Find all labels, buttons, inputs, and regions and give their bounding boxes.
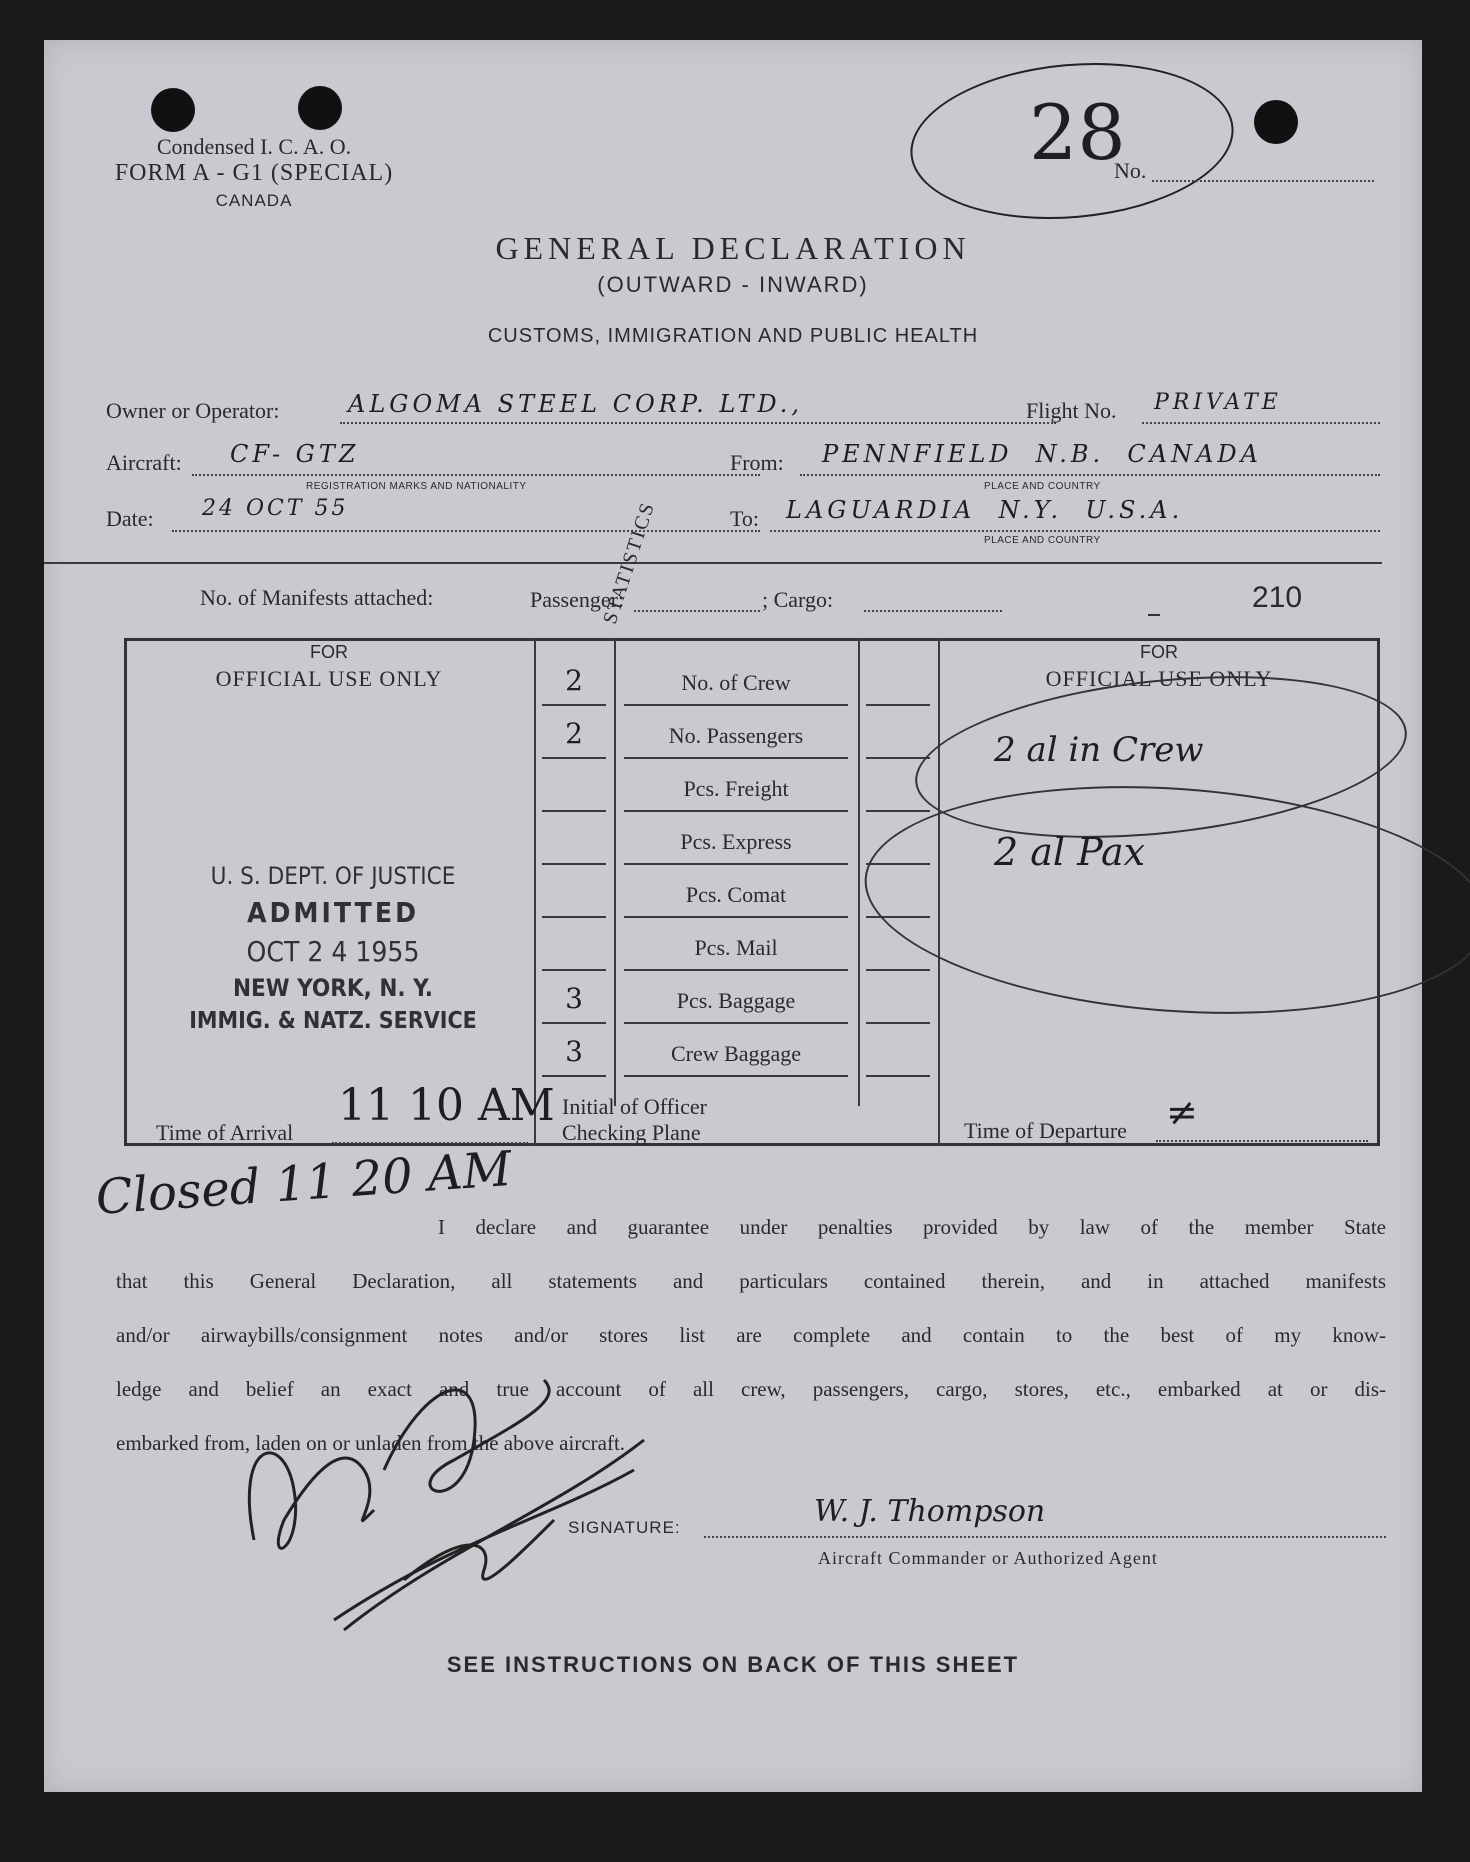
page-subtitle: (OUTWARD - INWARD) — [597, 272, 869, 297]
statistics-stamp: STATISTICS — [599, 498, 660, 627]
stamp-line-2: ADMITTED — [247, 896, 419, 929]
count-value-line — [542, 863, 606, 865]
date-label: Date: — [106, 506, 154, 531]
count-value-line — [542, 1075, 606, 1077]
stamp-line-1: U. S. DEPT. OF JUSTICE — [210, 862, 456, 890]
left-for-label: FOR — [310, 642, 348, 662]
count-label: Pcs. Freight — [683, 776, 789, 801]
aircraft-label: Aircraft: — [106, 450, 182, 475]
form-id-line3: CANADA — [215, 191, 293, 210]
count-value-line — [542, 704, 606, 706]
count-row — [534, 978, 938, 1030]
officer-signature-icon — [224, 1320, 784, 1650]
departure-scribble: ≠ — [1166, 1090, 1198, 1134]
count-label-line — [624, 863, 848, 865]
count-row — [534, 1031, 938, 1083]
page-heading: CUSTOMS, IMMIGRATION AND PUBLIC HEALTH — [487, 325, 979, 347]
count-right-line — [866, 969, 930, 971]
count-value: 2 — [565, 717, 583, 750]
count-label-line — [624, 1075, 848, 1077]
from-line — [800, 474, 1380, 476]
decl-line-4: ledge and belief an exact and true account of all crew, passengers, cargo, stores, etc., embarked at or dis- — [116, 1377, 1386, 1401]
stamp-line-5: IMMIG. & NATZ. SERVICE — [189, 1008, 477, 1034]
count-label-line — [624, 810, 848, 812]
passenger-line — [634, 610, 760, 612]
form-id-line1: Condensed I. C. A. O. — [156, 134, 352, 159]
right-note-1: 2 al in Crew — [994, 730, 1204, 770]
flight-label: Flight No. — [1026, 398, 1117, 423]
decl-line-5: embarked from, laden on or unladen from the above aircraft. — [116, 1431, 626, 1455]
manifest-number: 210 — [1252, 581, 1303, 614]
to-value: LAGUARDIA N.Y. U.S.A. — [786, 496, 1184, 524]
date-value: 24 OCT 55 — [202, 496, 349, 521]
owner-line — [340, 422, 1056, 424]
decl-line-3: and/or airwaybills/consignment notes and/or stores list are complete and contain to the best of my know- — [116, 1323, 1386, 1347]
departure-label: Time of Departure — [964, 1118, 1127, 1143]
signature-value: W. J. Thompson — [814, 1494, 1046, 1529]
count-right-line — [866, 704, 930, 706]
footer-instructions: SEE INSTRUCTIONS ON BACK OF THIS SHEET — [446, 1652, 1020, 1677]
manifest-dash — [1148, 614, 1160, 616]
form-number-line — [1152, 180, 1374, 182]
page-title: GENERAL DECLARATION — [495, 230, 971, 266]
flight-line — [1142, 422, 1380, 424]
form-identifier — [104, 134, 404, 211]
count-value-line — [542, 969, 606, 971]
officer-line1: Initial of Officer — [562, 1094, 707, 1119]
cargo-label: ; Cargo: — [762, 587, 834, 612]
right-for-label: FOR — [1140, 642, 1178, 662]
form-number-label: No. — [1114, 158, 1147, 183]
admitted-stamp — [140, 862, 526, 1034]
to-line — [770, 530, 1380, 532]
signature-label: SIGNATURE: — [568, 1518, 681, 1537]
punch-hole-icon — [298, 86, 342, 130]
signature-line — [704, 1536, 1386, 1538]
count-value-line — [542, 916, 606, 918]
count-row — [534, 660, 938, 712]
count-label-line — [624, 916, 848, 918]
count-right-line — [866, 757, 930, 759]
count-label: Pcs. Mail — [694, 935, 778, 960]
count-row — [534, 713, 938, 765]
count-label: Pcs. Express — [680, 829, 792, 854]
left-official-label: OFFICIAL USE ONLY — [215, 666, 443, 691]
right-note-2: 2 al Pax — [994, 830, 1146, 874]
right-official-label: OFFICIAL USE ONLY — [1045, 666, 1273, 691]
passenger-label: Passenger: — [530, 587, 625, 612]
count-value: 3 — [565, 1035, 583, 1068]
decl-line-2: that this General Declaration, all statements and particulars contained therein, and in attached manifests — [116, 1269, 1386, 1293]
count-row — [534, 925, 938, 977]
count-value-line — [542, 1022, 606, 1024]
declaration-sheet — [44, 40, 1422, 1792]
count-value: 2 — [565, 664, 583, 697]
count-row — [534, 766, 938, 818]
to-sub: PLACE AND COUNTRY — [984, 535, 1101, 546]
count-label-line — [624, 969, 848, 971]
count-value-line — [542, 810, 606, 812]
count-label: Crew Baggage — [670, 1041, 802, 1066]
decl-line-1: I declare and guarantee under penalties provided by law of the member State — [438, 1215, 1386, 1239]
signature-caption: Aircraft Commander or Authorized Agent — [818, 1548, 1158, 1568]
aircraft-line — [192, 474, 760, 476]
count-label: Pcs. Comat — [685, 882, 787, 907]
count-right-line — [866, 1022, 930, 1024]
date-line — [172, 530, 760, 532]
count-value-line — [542, 757, 606, 759]
stamp-line-3: OCT 2 4 1955 — [246, 935, 420, 968]
manifests-label: No. of Manifests attached: — [200, 585, 434, 610]
cargo-line — [864, 610, 1002, 612]
punch-hole-icon — [151, 88, 195, 132]
officer-line2: Checking Plane — [562, 1120, 701, 1145]
flight-value: PRIVATE — [1154, 390, 1282, 415]
form-number-value: 28 — [1029, 88, 1126, 177]
count-label-line — [624, 704, 848, 706]
closed-note: Closed 11 20 AM — [94, 1140, 514, 1226]
stamp-line-4: NEW YORK, N. Y. — [232, 974, 433, 1002]
departure-line — [1156, 1140, 1368, 1142]
count-right-line — [866, 1075, 930, 1077]
count-right-line — [866, 810, 930, 812]
from-label: From: — [730, 450, 784, 475]
count-label: No. Passengers — [668, 723, 804, 748]
count-label-line — [624, 1022, 848, 1024]
aircraft-sub: REGISTRATION MARKS AND NATIONALITY — [306, 481, 527, 492]
arrival-value: 11 10 AM — [338, 1080, 555, 1131]
count-label-line — [624, 757, 848, 759]
owner-value: ALGOMA STEEL CORP. LTD., — [348, 390, 803, 418]
owner-label: Owner or Operator: — [106, 398, 280, 423]
to-label: To: — [730, 506, 760, 531]
form-id-line2: FORM A - G1 (SPECIAL) — [114, 160, 394, 186]
details-divider — [44, 562, 1382, 564]
punch-hole-icon — [1254, 100, 1298, 144]
count-value: 3 — [565, 982, 583, 1015]
officer-initial-label — [562, 1094, 707, 1146]
count-label: No. of Crew — [681, 670, 791, 695]
from-value: PENNFIELD N.B. CANADA — [822, 440, 1262, 468]
arrival-label: Time of Arrival — [156, 1120, 294, 1145]
count-label: Pcs. Baggage — [676, 988, 796, 1013]
from-sub: PLACE AND COUNTRY — [984, 481, 1101, 492]
aircraft-value: CF- GTZ — [230, 440, 360, 468]
